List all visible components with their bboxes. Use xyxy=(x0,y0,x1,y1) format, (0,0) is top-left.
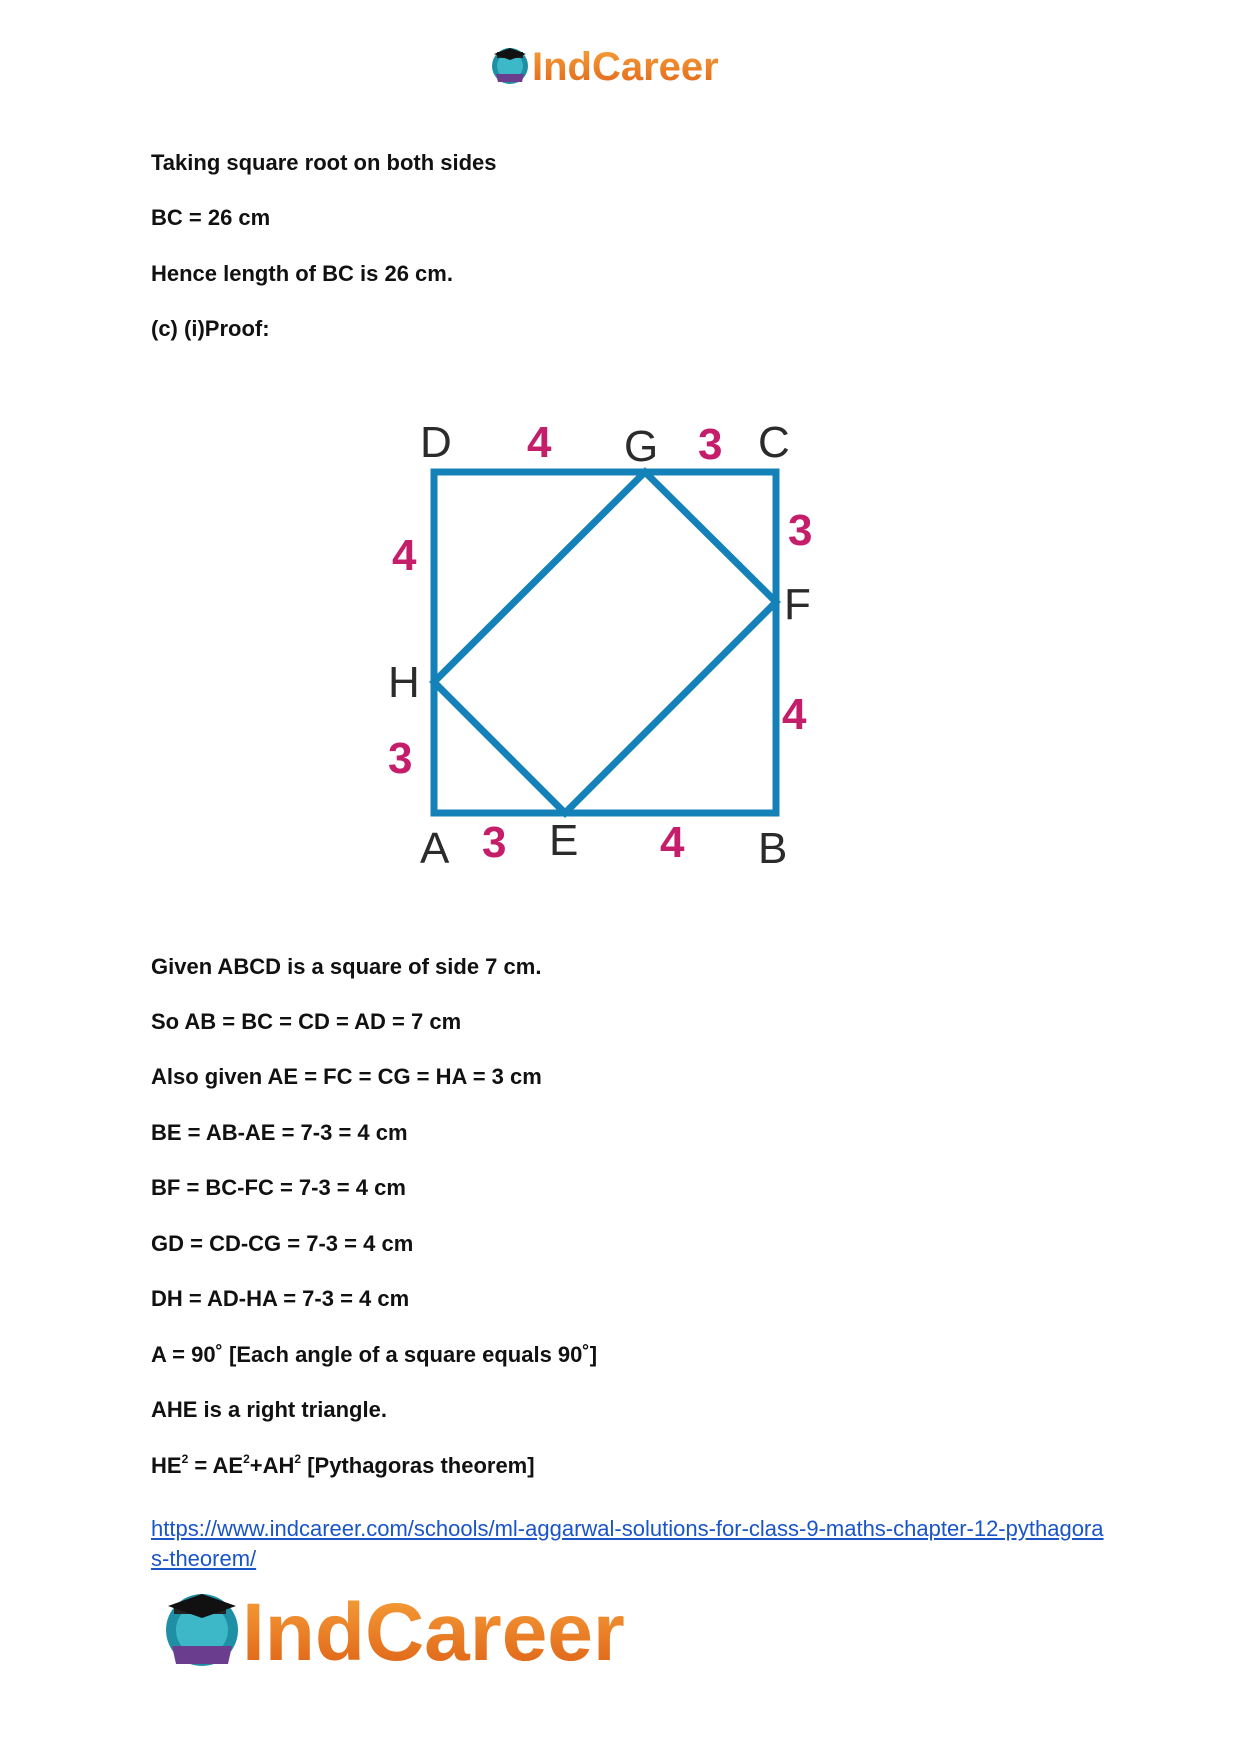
logo-text: IndCareer xyxy=(532,45,719,89)
length-label-ha: 3 xyxy=(388,734,413,783)
point-label-h: H xyxy=(388,658,420,707)
text-line: Hence length of BC is 26 cm. xyxy=(151,261,453,286)
globe-book-icon xyxy=(492,48,528,84)
text-line: A = 90˚ [Each angle of a square equals 90˚] xyxy=(151,1342,598,1367)
text-line: (c) (i)Proof: xyxy=(151,316,270,341)
point-label-e: E xyxy=(549,816,579,865)
point-label-f: F xyxy=(784,580,811,629)
text-line: So AB = BC = CD = AD = 7 cm xyxy=(151,1009,462,1034)
text-line: Taking square root on both sides xyxy=(151,150,497,175)
text-line: BC = 26 cm xyxy=(151,205,271,230)
length-label-gc: 3 xyxy=(698,420,723,469)
square-diagram xyxy=(370,405,830,885)
length-label-dg: 4 xyxy=(527,418,552,467)
text-line: BF = BC-FC = 7-3 = 4 cm xyxy=(151,1175,406,1200)
text-line: Given ABCD is a square of side 7 cm. xyxy=(151,954,542,979)
length-label-fb: 4 xyxy=(782,690,807,739)
globe-book-icon xyxy=(166,1594,238,1666)
text-line: GD = CD-CG = 7-3 = 4 cm xyxy=(151,1231,414,1256)
length-label-eb: 4 xyxy=(660,818,685,867)
inner-square-efgh xyxy=(434,472,776,813)
length-label-dh: 4 xyxy=(392,531,417,580)
text-line: DH = AD-HA = 7-3 = 4 cm xyxy=(151,1286,410,1311)
length-label-cf: 3 xyxy=(788,506,813,555)
indcareer-logo-top xyxy=(488,40,768,90)
pythagoras-equation: $HE^2 = AE^2+AH^2$ [Pythagoras theorem] xyxy=(151,1451,535,1478)
indcareer-logo-bottom xyxy=(160,1582,700,1674)
point-label-g: G xyxy=(624,422,659,471)
source-link[interactable]: https://www.indcareer.com/schools/ml-aggarwal-solutions-for-class-9-maths-chapter-12-pythagoras-theorem/ xyxy=(151,1516,1104,1571)
point-label-d: D xyxy=(420,418,452,467)
logo-text: IndCareer xyxy=(242,1587,625,1674)
length-label-ae: 3 xyxy=(482,818,507,867)
point-label-c: C xyxy=(758,418,790,467)
text-line: AHE is a right triangle. xyxy=(151,1397,387,1422)
text-line: Also given AE = FC = CG = HA = 3 cm xyxy=(151,1064,542,1089)
text-line: BE = AB-AE = 7-3 = 4 cm xyxy=(151,1120,408,1145)
square-abcd xyxy=(434,472,776,813)
point-label-b: B xyxy=(758,824,788,873)
point-label-a: A xyxy=(420,824,450,873)
